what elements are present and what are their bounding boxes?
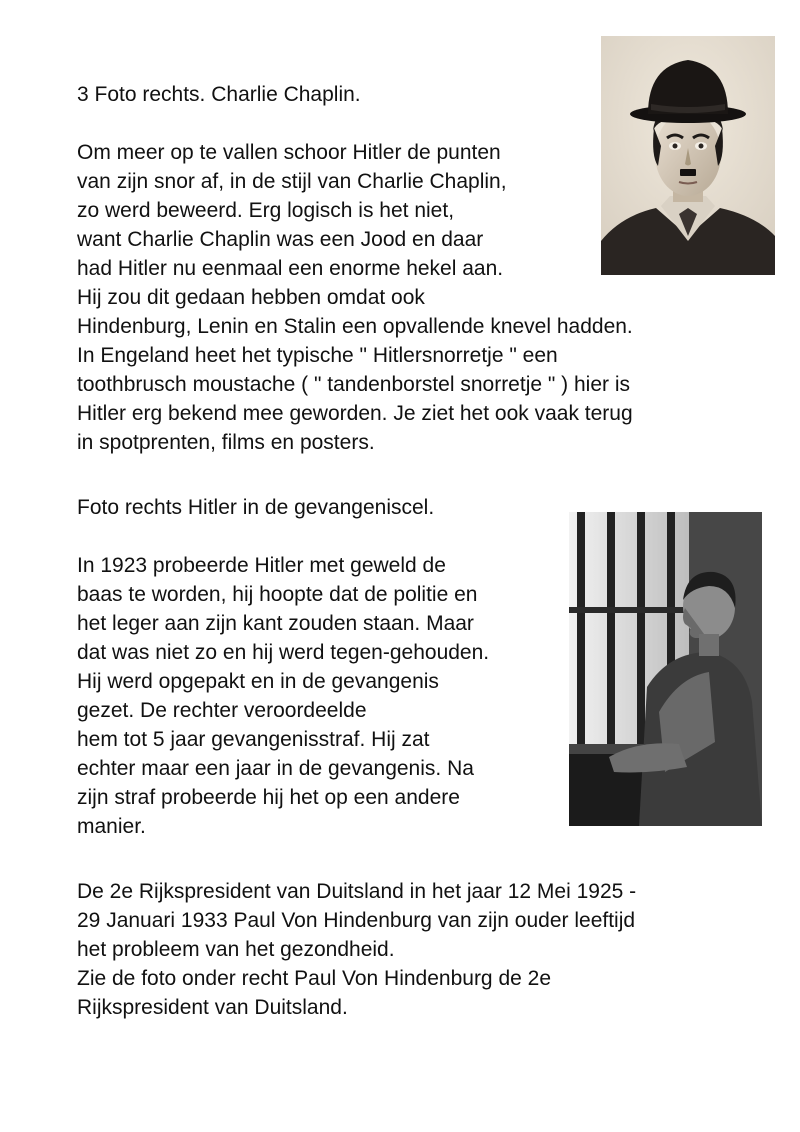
chaplin-heading: 3 Foto rechts. Charlie Chaplin.: [77, 83, 361, 106]
chaplin-text-line-1: Om meer op te vallen schoor Hitler de punten: [77, 141, 501, 164]
chaplin-text-line-9: toothbrusch moustache ( " tandenborstel snorretje " ) hier is: [77, 373, 631, 396]
hindenburg-text-line-3: het probleem van het gezondheid.: [77, 938, 395, 961]
prison-text-line-10: manier.: [77, 815, 146, 838]
chaplin-text-line-8: In Engeland heet het typische " Hitlersnorretje " een: [77, 344, 558, 367]
hindenburg-text-line-5: Rijkspresident van Duitsland.: [77, 996, 348, 1019]
chaplin-portrait-illustration: [601, 36, 775, 275]
chaplin-text-line-3: zo werd beweerd. Erg logisch is het niet,: [77, 199, 455, 222]
prison-text-line-5: Hij werd opgepakt en in de gevangenis: [77, 670, 439, 693]
chaplin-text-line-11: in spotprenten, films en posters.: [77, 431, 375, 454]
chaplin-text-line-4: want Charlie Chaplin was een Jood en daar: [77, 228, 484, 251]
prison-text-line-1: In 1923 probeerde Hitler met geweld de: [77, 554, 446, 577]
chaplin-photo: [601, 36, 775, 275]
chaplin-text-line-7: Hindenburg, Lenin en Stalin een opvallende knevel hadden.: [77, 315, 633, 338]
chaplin-text-line-2: van zijn snor af, in de stijl van Charlie Chaplin,: [77, 170, 507, 193]
hindenburg-text-line-4: Zie de foto onder recht Paul Von Hindenburg de 2e: [77, 967, 551, 990]
chaplin-text-line-6: Hij zou dit gedaan hebben omdat ook: [77, 286, 425, 309]
prison-text-line-9: zijn straf probeerde hij het op een andere: [77, 786, 460, 809]
prison-heading: Foto rechts Hitler in de gevangeniscel.: [77, 496, 435, 519]
prison-cell-illustration: [569, 512, 762, 826]
prison-text-line-6: gezet. De rechter veroordeelde: [77, 699, 367, 722]
prison-text-line-8: echter maar een jaar in de gevangenis. Na: [77, 757, 474, 780]
chaplin-text-line-10: Hitler erg bekend mee geworden. Je ziet het ook vaak terug: [77, 402, 633, 425]
hindenburg-text-line-1: De 2e Rijkspresident van Duitsland in het jaar 12 Mei 1925 -: [77, 880, 637, 903]
prison-text-line-7: hem tot 5 jaar gevangenisstraf. Hij zat: [77, 728, 430, 751]
prison-text-line-4: dat was niet zo en hij werd tegen-gehouden.: [77, 641, 490, 664]
prison-text-line-3: het leger aan zijn kant zouden staan. Maar: [77, 612, 474, 635]
chaplin-text-line-5: had Hitler nu eenmaal een enorme hekel aan.: [77, 257, 504, 280]
hindenburg-text-line-2: 29 Januari 1933 Paul Von Hindenburg van zijn ouder leeftijd: [77, 909, 636, 932]
prison-text-line-2: baas te worden, hij hoopte dat de politie en: [77, 583, 478, 606]
prison-cell-photo: [569, 512, 762, 826]
